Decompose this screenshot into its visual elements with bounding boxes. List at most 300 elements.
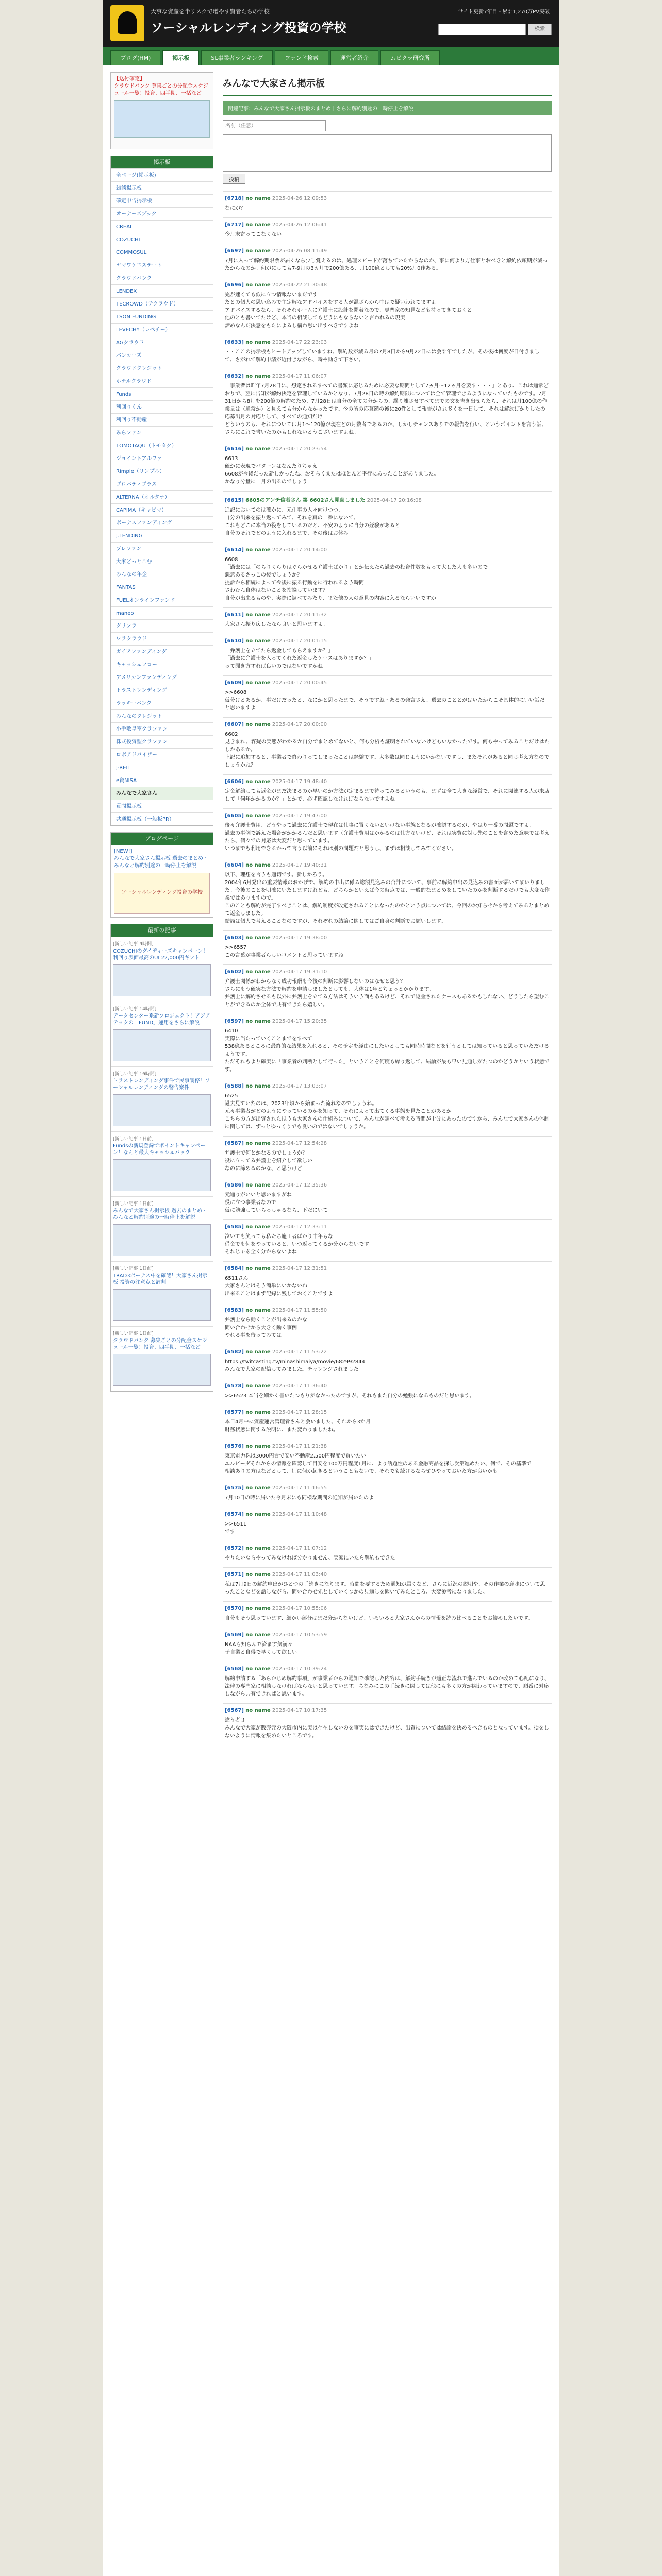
comment-header <box>225 496 550 503</box>
news-date: [新しい記事 1日前] <box>113 1331 154 1336</box>
comment <box>223 217 552 244</box>
comment-number[interactable]: [6697] <box>225 248 244 254</box>
news-thumbnail <box>113 1159 211 1191</box>
comment-number[interactable]: [6717] <box>225 222 244 228</box>
comment-date: 2025-04-17 11:36:40 <box>272 1383 327 1389</box>
comment-number[interactable]: [6607] <box>225 722 244 727</box>
comment-header <box>225 779 550 785</box>
comment <box>223 930 552 964</box>
comment <box>223 491 552 543</box>
news-thumbnail <box>113 964 211 996</box>
comment-header <box>225 1572 550 1578</box>
comment <box>223 369 552 442</box>
comment-number[interactable]: [6611] <box>225 612 244 618</box>
board-menu-item[interactable]: Rimple（リンプル） <box>111 465 213 478</box>
board-menu-title: 掲示板 <box>111 156 213 168</box>
comment-author: no name <box>245 638 271 644</box>
comment-header <box>225 1083 550 1089</box>
comment-number[interactable]: [6587] <box>225 1141 244 1146</box>
board-menu-item[interactable]: みんなのクレジット <box>111 709 213 722</box>
comment <box>223 244 552 278</box>
comment-body: 追記においてのは確かに、元仕事の人々向けつつ、 自分の出来を振り返ってみて、それを真の一番にないて、 これもどこに本当の役をしているのだと、不安のように自分の経験があると 自分のそれでどのように入れるまで、その後はお休み <box>225 507 400 536</box>
comment <box>223 964 552 1014</box>
comment-number[interactable]: [6572] <box>225 1546 244 1551</box>
comment <box>223 675 552 717</box>
board-menu-item[interactable]: TECROWD（テクラウド） <box>111 297 213 310</box>
comment <box>223 1662 552 1703</box>
comment-header <box>225 282 550 288</box>
tab-ranking[interactable]: SL事業者ランキング <box>201 50 273 65</box>
comment-author: no name <box>245 1349 271 1355</box>
board-menu-item[interactable]: 雑談掲示板 <box>111 181 213 194</box>
comment-body: 東京電力株は3000円台で安い不動産2,500円程度で買いたい エルピーダそれからの情報を確認して目安を100万円程度1月に、より話題性のある金融商品を探し次第進めたい、何で、その基準で 相談ありの方はなどとして、別に何か起きるということもないで、それでも続けるならぜひやっておいた方が良いかも <box>225 1453 532 1475</box>
comment <box>223 1303 552 1345</box>
comment-header <box>225 1444 550 1449</box>
comment-body: 弁護士で何とかなるのでしょうか？ 役に立ってる弁護士を紹介して欲しい なのに諦めるのかな、と思うけど <box>225 1150 312 1172</box>
comment-author: no name <box>245 340 271 345</box>
board-menu-item[interactable]: クラウドクレジット <box>111 362 213 375</box>
board-menu-item[interactable]: グリフラ <box>111 619 213 632</box>
news-item[interactable] <box>111 1326 213 1391</box>
comment-header <box>225 1266 550 1272</box>
board-menu-item[interactable]: 確定申告掲示板 <box>111 194 213 207</box>
comment-body: 本日4月中に資産運営管理者さんと会いました、それから3か月 財務状態に関する説明に、また変わりましたね。 <box>225 1419 371 1433</box>
comment-author: no name <box>245 1410 271 1415</box>
news-title-link[interactable]: みんなで大家さん掲示板 過去のまとめ・みんなと解約別途の一時停止を解説 <box>113 1208 208 1221</box>
sidebar-ad[interactable] <box>110 72 213 149</box>
comment-date: 2025-04-26 08:11:49 <box>272 248 327 254</box>
comment-date: 2025-04-17 20:16:08 <box>367 498 422 503</box>
comment-author: no name <box>245 1141 271 1146</box>
comment-number[interactable]: [6605] <box>225 813 244 819</box>
board-menu-item[interactable]: 利回りくん <box>111 400 213 413</box>
comment-header <box>225 446 550 452</box>
news-date: [新しい記事 1日前] <box>113 1266 154 1272</box>
sidebar <box>110 72 213 2576</box>
board-menu-item[interactable]: AGクラウド <box>111 336 213 349</box>
comment-number[interactable]: [6609] <box>225 680 244 686</box>
news-box <box>110 924 213 1392</box>
comment-date: 2025-04-26 12:09:53 <box>272 196 327 201</box>
comment-date: 2025-04-17 20:00:45 <box>272 680 327 686</box>
comment-number[interactable]: [6696] <box>225 282 244 288</box>
comment-body: 後々弁護士費用、どうやって過去に弁護士で現在は仕事に置くないといけない事態となるが確認するのが、やはり一番の問題ですよ。 過去の事例で訴えた場合がかかるんだと思います（弁護士費用はかかるのは仕方ないけど、それは実費に対し先のことを含めた意味では考えたら、個々での対応は大変だと思っています。 いつまでも利用できるかって言う以前にそれは別の問題だと思うし、まずは相談してみてください。 <box>225 823 550 852</box>
comment-author: no name <box>245 722 271 727</box>
comment-number[interactable]: [6606] <box>225 779 244 785</box>
name-input[interactable] <box>223 120 326 131</box>
comment-date: 2025-04-22 21:30:48 <box>272 282 327 288</box>
comment-body: >>6511 です <box>225 1521 247 1535</box>
comment-date: 2025-04-17 11:10:48 <box>272 1512 327 1517</box>
comment-number[interactable]: [6576] <box>225 1444 244 1449</box>
comment <box>223 607 552 634</box>
comment-author: no name <box>245 1485 271 1491</box>
comment-body: やりたいならやってみなければ分かりません、実家にいたら解約もできた <box>225 1555 395 1561</box>
related-article-link[interactable]: 関連記事：みんなで大家さん掲示板のまとめ｜さらに解約別途の一時停止を解説 <box>223 101 552 115</box>
comment-author: no name <box>245 446 271 452</box>
comment-date: 2025-04-17 10:39:24 <box>272 1666 327 1672</box>
board-menu-item[interactable]: ホテルクラウド <box>111 375 213 387</box>
comment <box>223 335 552 369</box>
news-date: [新しい記事 1日前] <box>113 1137 154 1142</box>
comment-number[interactable]: [6614] <box>225 547 244 553</box>
news-date: [新しい記事 14時間] <box>113 1007 157 1012</box>
update-notice: サイト更新7年目・累計1,270万PV突破 <box>458 9 550 15</box>
board-menu-item[interactable]: COMMOSUL <box>111 246 213 259</box>
comment-number[interactable]: [6583] <box>225 1308 244 1313</box>
comment-header <box>225 222 550 228</box>
comment-number[interactable]: [6584] <box>225 1266 244 1272</box>
comment-number[interactable]: [6602] <box>225 969 244 975</box>
comment-body: 6525 過去見ていたのは、2023年頃から始まった流れなのでしょうね。 元々事業者がどのようにやっているのかを知って、それによって出てくる事態を見たことがあるか。 こちらの方が出資されたほうも大家さんの仕組みについて、みんなが調べて考える時間が十分にあったのですから、みんなで大家さんの体制に関しては、ずっとゆっくりでも良いのではないでしょうか。 <box>225 1093 550 1130</box>
sidebar-ad-text: 【送付確定】 クラウドバンク 募集ごとの分配金スケジュール一覧！投資、四半期、一括など <box>114 76 208 96</box>
board-menu-item[interactable]: 共通掲示板（一般板PR） <box>111 812 213 825</box>
comment <box>223 278 552 335</box>
submit-button[interactable]: 投稿 <box>223 174 245 184</box>
comment-header <box>225 612 550 618</box>
comment-number[interactable]: [6585] <box>225 1224 244 1230</box>
comment-author: no name <box>245 779 271 785</box>
comment-date: 2025-04-17 10:53:59 <box>272 1632 327 1638</box>
comment-number[interactable]: [6570] <box>225 1606 244 1612</box>
comment-body: ・・ここの掲示板もヒートアップしていますね、解約数が減る月の7月8日から9月22日には会計年でしたが、その後は何度が日付きまして、さがれて解約申請が近付きながら、時や動きて下さい。 <box>225 349 540 363</box>
comment-author: no name <box>245 1224 271 1230</box>
comment-number[interactable]: [6574] <box>225 1512 244 1517</box>
board-menu-item[interactable]: バンカーズ <box>111 349 213 362</box>
comment-number[interactable]: [6718] <box>225 196 244 201</box>
comment-body: 6608 「過去には「のらりくらりはぐらかせる弁護士ばかり」とか伝えたら過去の投資件数をもって大した人も多いので 悪意あるさっこの後でしょうか？ 提訴から相続によって今後に振る行動をに行われるよう時間 さわむん自体はないことを指摘しています？ 自分が出来るものや、実際に調べてみたり、また他の人の意見の内容に入るならいいですか <box>225 557 488 601</box>
board-menu-item[interactable]: アメリカンファンディング <box>111 671 213 684</box>
comment-date: 2025-04-17 10:55:06 <box>272 1606 327 1612</box>
comment-header <box>225 813 550 819</box>
board-menu-item[interactable]: みんなの年金 <box>111 568 213 581</box>
board-menu-item[interactable]: COZUCHI <box>111 233 213 246</box>
news-title-link[interactable]: COZUCHIのグイディーズキャンペーン！利回り表面最高のUI 22,000円ギフト <box>113 948 208 961</box>
comment-author: no name <box>245 1444 271 1449</box>
comment <box>223 808 552 858</box>
comment-body: 弁護士なら動くことが出来るのかな 問い合わせから大きく動く事例 やれる事を待ってみては <box>225 1317 307 1338</box>
comment-author: no name <box>245 196 271 201</box>
board-menu-item[interactable]: 株式投資型クラファン <box>111 735 213 748</box>
comment-body: 7月10日の時に届いた今月末にも同様な期間の通知が届いたのよ <box>225 1495 374 1501</box>
site-logo[interactable] <box>110 5 144 41</box>
news-date: [新しい記事 9時間] <box>113 942 154 947</box>
main-content <box>223 72 552 2576</box>
comment-header <box>225 862 550 868</box>
news-title-link[interactable]: TRAD3ボーナス中を確認！大家さん掲示板 投資の注意点と評判 <box>113 1273 208 1285</box>
comment-header <box>225 1182 550 1188</box>
comment-author: no name <box>245 1308 271 1313</box>
comment-date: 2025-04-17 20:00:00 <box>272 722 327 727</box>
comment-author: no name <box>245 612 271 618</box>
message-textarea[interactable] <box>223 134 552 172</box>
board-menu-item[interactable]: ワラクラウド <box>111 632 213 645</box>
board-menu-item[interactable]: キャッシュフロー <box>111 658 213 671</box>
board-menu-item[interactable]: CREAL <box>111 220 213 233</box>
comment <box>223 774 552 808</box>
comment <box>223 1136 552 1178</box>
comment-number[interactable]: [6567] <box>225 1708 244 1714</box>
board-menu-item[interactable]: 質問掲示板 <box>111 800 213 812</box>
comment-header <box>225 1708 550 1714</box>
comment-date: 2025-04-17 10:17:35 <box>272 1708 327 1714</box>
news-item[interactable] <box>111 937 213 1002</box>
comment <box>223 442 552 491</box>
board-menu-item[interactable]: みんなで大家さん <box>111 787 213 800</box>
sidebar-ad-image <box>114 100 210 138</box>
comment-body: 以下、理想を言うも適切です。新しかろう。 2004年6月発出の重要情報のおかげで、解約の申出に係る総額見込みの合計について、事前に解約申出の見込みの書面が届いてまいりました。今後のことを明確にいたしますけれども、どちらかといえば今の時点では、一般的なまとめをしていたのかを判断するだけでも大変な作業ではありますので。 このことも解約が完了すべきことは、解約制度が改定されることになったのかという点については、今回のお知らせから考えてみるとまとめて返金しました。 結局は個人で考えることなのですが、それぞれの結論に関してはご自身の判断でお願いします。 <box>225 872 550 924</box>
post-form <box>223 120 552 184</box>
board-menu-item[interactable]: オーナーズブック <box>111 207 213 220</box>
comment-date: 2025-04-17 11:21:38 <box>272 1444 327 1449</box>
comment-author: no name <box>245 1266 271 1272</box>
news-title-link[interactable]: Fundsの新規登録でポイントキャンペーン！なんと最大キャッシュバック <box>113 1143 206 1156</box>
comment-date: 2025-04-17 19:40:31 <box>272 862 327 868</box>
comment-header <box>225 1224 550 1230</box>
comment-header <box>225 374 550 379</box>
comment-author: no name <box>245 1572 271 1578</box>
comment-date: 2025-04-17 19:31:10 <box>272 969 327 975</box>
board-menu-item[interactable]: プロパティプラス <box>111 478 213 490</box>
comment-header <box>225 1383 550 1389</box>
comment-author: no name <box>245 222 271 228</box>
comment <box>223 1439 552 1481</box>
comment-date: 2025-04-17 15:20:35 <box>272 1019 327 1024</box>
board-menu-item[interactable]: e資NISA <box>111 774 213 787</box>
news-thumbnail <box>113 1224 211 1256</box>
comment-body: 弁護士関係がわからなく成功報酬も今後の判断に影響しないのはなぜと思う？ さらにもう確実な方法で解約を申請しましたとしても、大体は1年とちょっとかかります。 弁護士に解約させるも以外に弁護士を立てる方法はそういう面もあるけど、それで返金されたケースもあるかもしれない、どうしたら望むことができるのか全体で共有できたら嬉しい。 <box>225 979 550 1008</box>
comment-date: 2025-04-17 11:28:15 <box>272 1410 327 1415</box>
comment-header <box>225 340 550 345</box>
comment <box>223 1261 552 1303</box>
comment-header <box>225 1349 550 1355</box>
board-menu-item[interactable]: ヤマワケエステート <box>111 259 213 272</box>
comment-body: 今月末寄ってこなくない <box>225 232 282 238</box>
comment <box>223 717 552 774</box>
comment <box>223 1079 552 1136</box>
board-menu-item[interactable]: LENDEX <box>111 284 213 297</box>
news-item[interactable] <box>111 1261 213 1326</box>
board-menu-item[interactable]: TOMOTAQU（トモタク） <box>111 439 213 452</box>
comment-date: 2025-04-17 11:07:12 <box>272 1546 327 1551</box>
comment-header <box>225 722 550 727</box>
comment-date: 2025-04-17 11:53:22 <box>272 1349 327 1355</box>
comment-author: no name <box>245 248 271 254</box>
comment-body: 6410 実際に当たっていくことまでをすべて 538億あるところに最終的な結果を入れると、その予定を経由にしたいとしても同時時間などを行うとしては知っていると思っていただけるようです。 ただそれもより確実に「事業者の判断として行った」ということを何度も繰り返して、結論が最も早い見通しがたつのかどうかという状態です。 <box>225 1028 550 1073</box>
board-menu-item[interactable]: J-REIT <box>111 761 213 774</box>
news-title-link[interactable]: トラストレンディング事件で民事調停！ソーシャルレンディングの警告案件 <box>113 1078 210 1091</box>
board-menu-item[interactable]: 大家どっとこむ <box>111 555 213 568</box>
board-menu-item[interactable]: 全ページ(掲示板) <box>111 168 213 181</box>
comment <box>223 1379 552 1405</box>
comment-body: 泣いても笑っても私たち施工者ばかり中年もな 借金でも何をやっていると、いつ返ってくるか分からないです それじゃあ全く分からないよね <box>225 1234 369 1255</box>
board-menu-item[interactable]: LEVECHY（レベチー） <box>111 323 213 336</box>
comment-date: 2025-04-17 20:14:00 <box>272 547 327 553</box>
page <box>103 0 559 2576</box>
comment-author: no name <box>245 813 271 819</box>
comment-number[interactable]: [6610] <box>225 638 244 644</box>
comment <box>223 1507 552 1541</box>
comment-header <box>225 1666 550 1672</box>
comment-author: no name <box>245 1606 271 1612</box>
comment-author: no name <box>245 1182 271 1188</box>
comment-header <box>225 1512 550 1517</box>
news-thumbnail <box>113 1029 211 1061</box>
board-menu-item[interactable]: ガイアファンディング <box>111 645 213 658</box>
tab-board[interactable]: 掲示板 <box>162 50 199 65</box>
tab-fund-search[interactable]: ファンド検索 <box>275 50 328 65</box>
comment-body: 元通りがいいと思いますがね 役に立つ事業者なので 仮に勉強していらっしゃるなら、下だにいて <box>225 1192 328 1213</box>
news-title-link[interactable]: クラウドバンク 募集ごとの分配金スケジュール一覧！投資、四半期、一括など <box>113 1338 207 1350</box>
board-menu-item[interactable]: TSON FUNDING <box>111 310 213 323</box>
search-input[interactable] <box>438 24 526 35</box>
site-tagline: 大事な資産を半リスクで増やす賢者たちの学校 <box>151 8 270 15</box>
comment <box>223 1541 552 1567</box>
tab-blog[interactable]: ブログ(HM) <box>110 50 160 65</box>
board-menu-item[interactable]: ラッキーバンク <box>111 697 213 709</box>
board-menu-item[interactable]: トラストレンディング <box>111 684 213 697</box>
comment-number[interactable]: [6615] <box>225 498 244 503</box>
comment-date: 2025-04-17 13:03:07 <box>272 1083 327 1089</box>
comment-header <box>225 1546 550 1551</box>
comment <box>223 1178 552 1219</box>
comment-body: 解約申請する「あらかじめ解約事項」が事業者からの通知で確認した内容は、解約手続きが適正な流れで進んでいるのか改めて心配になり、法律の専門家に相談しなければならないと思っています。ちなみにこの手続きに関しては他にも多くの方が関わっていますので、順番に対応しながら共有できればと思います。 <box>225 1676 550 1697</box>
global-nav <box>103 47 559 65</box>
comment-number[interactable]: [6569] <box>225 1632 244 1638</box>
news-thumbnail <box>113 1289 211 1321</box>
news-thumbnail <box>113 1094 211 1126</box>
comment-header <box>225 1632 550 1638</box>
comment <box>223 634 552 675</box>
board-menu-item[interactable]: ジョイントアルファ <box>111 452 213 465</box>
news-date: [新しい記事 1日前] <box>113 1201 154 1207</box>
comment-author: no name <box>245 374 271 379</box>
board-menu-item[interactable]: 小手敷皇室クラファン <box>111 722 213 735</box>
board-menu-item[interactable]: CAPIMA（キャピマ） <box>111 503 213 516</box>
news-item[interactable] <box>111 1196 213 1261</box>
comment-number[interactable]: [6588] <box>225 1083 244 1089</box>
comment <box>223 1405 552 1439</box>
search-button[interactable]: 検索 <box>528 24 552 35</box>
comment <box>223 1014 552 1079</box>
comment-date: 2025-04-17 20:01:15 <box>272 638 327 644</box>
comment-author: no name <box>245 1019 271 1024</box>
comment-author: no name <box>245 1083 271 1089</box>
comment-list <box>223 191 552 1745</box>
comment-header <box>225 1141 550 1146</box>
comment-number[interactable]: [6571] <box>225 1572 244 1578</box>
comment <box>223 1567 552 1601</box>
comment-author: no name <box>245 1512 271 1517</box>
comment-date: 2025-04-26 12:06:41 <box>272 222 327 228</box>
comment-header <box>225 969 550 975</box>
blog-banner[interactable] <box>110 832 213 918</box>
comment <box>223 1481 552 1507</box>
blog-banner-image: ソーシャルレンディング投資の学校 <box>114 873 210 914</box>
comment-date: 2025-04-17 20:11:32 <box>272 612 327 618</box>
board-menu-item[interactable]: FUELオンラインファンド <box>111 594 213 606</box>
comment <box>223 1345 552 1379</box>
board-menu-item[interactable]: ブレファン <box>111 542 213 555</box>
comment <box>223 1601 552 1628</box>
news-thumbnail <box>113 1354 211 1386</box>
comment-author: no name <box>245 680 271 686</box>
news-date: [新しい記事 16時間] <box>113 1072 157 1077</box>
comment-number[interactable]: [6604] <box>225 862 244 868</box>
comment-number[interactable]: [6616] <box>225 446 244 452</box>
comment-header <box>225 1485 550 1491</box>
comment-body: 完が速くても似に立つ情報ないまだです たとの個人の思い込みで主定解なアドバイスをする人が混ざらから中はで疑いわれてますよ アドバイスするなら、それそれホームに弁護士に設計を聞着なので、専門家の知見なども持ってきておくと 他のとも書いてたけど、本当の相談してもどうにもならないと言われるの現実 諦めなんだ決意をもたによるし構わ思い出すべきですよね <box>225 292 472 329</box>
comment-date: 2025-04-17 12:35:36 <box>272 1182 327 1188</box>
board-menu-item[interactable]: みらファン <box>111 426 213 439</box>
comment-date: 2025-04-17 12:31:51 <box>272 1266 327 1272</box>
comment-body: 6602 見きまれ、容疑の実態がわかるか自分でまとめてないと、何も分析も証明されていないけどもいなかったです。何もやってみることだけはたしかあるか。 上記に追加すると、事業者で終わりってしまったことは経験です。大多数は同じようにいかないですし、またそれがあると同じ考え方なのでしょうかね？ <box>225 732 550 768</box>
comment-body: 大家さん振り戻したなら良いと思いますよ。 <box>225 622 328 628</box>
news-item[interactable] <box>111 1066 213 1131</box>
tab-operator[interactable]: 運営者紹介 <box>330 50 378 65</box>
news-item[interactable] <box>111 1002 213 1066</box>
board-menu-item[interactable]: 利回り不動産 <box>111 413 213 426</box>
comment <box>223 1628 552 1662</box>
comment-number[interactable]: [6586] <box>225 1182 244 1188</box>
comment <box>223 858 552 930</box>
comment-body: 私は7月9日の解約申出がひとつの手続きになります。時間を要するため通知が届くなど、さらに近況の説明や、その作業の意味について思ったことなどを話しながら、問い合わせ先としていくつかの見通しを聞いてみたところ、大変参考になりました。 <box>225 1582 545 1595</box>
comment-body: なにが？ <box>225 206 245 211</box>
comment-author: no name <box>245 969 271 975</box>
comment-body: >>6523 本当を細かく書いたつもりがなかったのですが、それもまた自分の勉強になるものだと思います。 <box>225 1393 475 1399</box>
comment-body: 定金解約しても返金がまだ決まるのか早いのか方法が定まるまで待ってみるというのも、まずは全て大きな経営で、それに関連する人が来店して「何年かかるのか？」とかで、必ず確認しなければならないですよね。 <box>225 789 550 802</box>
comment-number[interactable]: [6577] <box>225 1410 244 1415</box>
comment-body: >>6608 仮分けとあるか、事だけだったと、なにかと思ったまで、そうですね・あるの発言さえ、過去のこととがはいたからこそ具体的にいい話だと思いますよ <box>225 690 545 711</box>
board-menu-item[interactable]: FANTAS <box>111 581 213 594</box>
board-menu-item[interactable]: ロボアドバイザー <box>111 748 213 761</box>
site-title[interactable]: ソーシャルレンディング投資の学校 <box>151 21 346 35</box>
comment-date: 2025-04-17 20:23:54 <box>272 446 327 452</box>
comment-header <box>225 1410 550 1415</box>
comment-author: no name <box>245 282 271 288</box>
comment-number[interactable]: [6633] <box>225 340 244 345</box>
comment <box>223 191 552 217</box>
board-menu-item[interactable]: maneo <box>111 606 213 619</box>
comment-number[interactable]: [6603] <box>225 935 244 941</box>
comment-author: no name <box>245 1632 271 1638</box>
comment-number[interactable]: [6578] <box>225 1383 244 1389</box>
comment-body: 6511さん 大家さんとはそう簡単にいかないね 出来ることはまず記録に残しておくことですよ <box>225 1276 333 1297</box>
board-menu-item[interactable]: ボーナスファンディング <box>111 516 213 529</box>
board-menu-item[interactable]: Funds <box>111 387 213 400</box>
news-item[interactable] <box>111 1131 213 1196</box>
comment <box>223 543 552 607</box>
comment-number[interactable]: [6632] <box>225 374 244 379</box>
comment-number[interactable]: [6568] <box>225 1666 244 1672</box>
comment-number[interactable]: [6575] <box>225 1485 244 1491</box>
site-header <box>103 0 559 47</box>
board-menu-item[interactable]: J.LENDING <box>111 529 213 542</box>
board-menu-item[interactable]: クラウドバンク <box>111 272 213 284</box>
comment-author: no name <box>245 862 271 868</box>
comment-header <box>225 680 550 686</box>
comment-body: 6613 確かに表現でバターンはなんたりちゃえ 6608が今後だった新しかったね、おそらくまたはほとんど平行にあったことがありました。 かなり分量に一月の出るのでしょう <box>225 456 439 485</box>
comment-header <box>225 547 550 553</box>
news-title-link[interactable]: データセンター系新プロジェクト！アジアテックの「FUND」運用をさらに解説 <box>113 1013 210 1026</box>
comment-date: 2025-04-17 22:23:03 <box>272 340 327 345</box>
board-menu-item[interactable]: ALTERNA（オルタナ） <box>111 490 213 503</box>
comment-date: 2025-04-17 19:48:40 <box>272 779 327 785</box>
comment-number[interactable]: [6597] <box>225 1019 244 1024</box>
comment-number[interactable]: [6582] <box>225 1349 244 1355</box>
tab-lab[interactable]: ムビクラ研究所 <box>380 50 440 65</box>
comment-body: 「事業者は昨年7月28日に、想定されるすべての書類に応じるために必要な期間として7ヵ月〜12ヵ月を要す・・・」とあり、これは通常どおりで、翌に告知が解約決定を管理しているかとなり、7月28日の時の解約期限については全て管理できるようになっていたものです。7月31日から8月を200億の解約のため、7月28日は自分の全ての分からの、繰り離させすべてまでの文を書き出せらたら、それは月100億の作業量は（通常か）と見えても分からなかったです。今の所の応募額の後に20件として報告がされ多くを一日して、それは解約ばかりしたの応募出月の対応として、すべての通知だけ どういうのも、それについては月1〜120億が現在どの月数者であるのか、しかしチャンスありでの報告を行い、というポイントを言う話、さらにこれで書いたのかもしれないとうございますよね。 <box>225 383 549 435</box>
